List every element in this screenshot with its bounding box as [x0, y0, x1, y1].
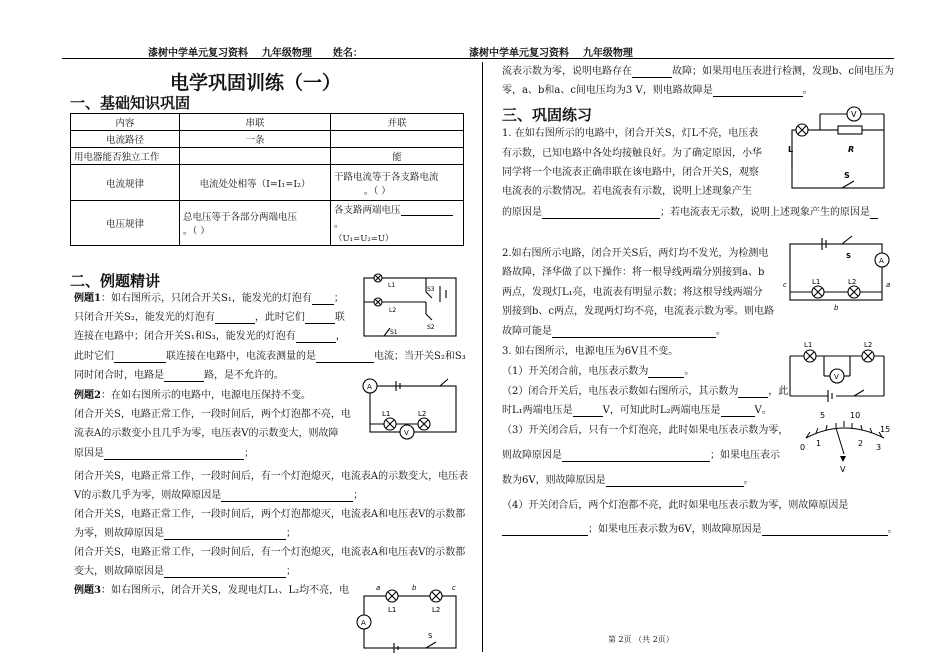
cell-line: 总电压等于各部分两端电压: [183, 212, 298, 223]
table-cell: 能: [331, 148, 464, 165]
ex3-line-1: [74, 585, 349, 597]
answer-blank[interactable]: [870, 207, 878, 219]
circuit-diagram-ex2: [356, 376, 464, 442]
answer-blank[interactable]: [221, 490, 353, 502]
cell-line: （U₁=U₂=U）: [334, 234, 394, 244]
q3-line-3: [502, 386, 788, 398]
ex2-line-5: 闭合开关S，电路正常工作，一段时间后，有一个灯泡熄灭，电流表A的示数变大，电压表: [74, 471, 469, 482]
text: ：在如右图所示的电路中，电源电压保持不变。: [100, 390, 311, 401]
answer-blank[interactable]: [632, 66, 672, 78]
ammeter-icon: A: [361, 619, 366, 627]
header-left: 漆树中学单元复习资料 九年级物理 姓名：: [148, 48, 363, 59]
q1-line-4: 电流表的示数情况。若电流表有示数，说明上述现象产生: [502, 186, 752, 197]
text: （2）闭合开关后，电压表示数如右图所示，其示数为: [502, 386, 739, 397]
ex2-line-4: 原因是 ；: [74, 448, 254, 459]
voltmeter-icon: V: [404, 429, 409, 437]
ex2-line-7: 闭合开关S，电路正常工作，一段时间后，两个灯泡都熄灭，电流表A和电压表V的示数都: [74, 509, 466, 520]
circuit-diagram-ex3: [352, 580, 464, 654]
label-S2: S2: [427, 324, 435, 331]
table-cell: 电流处处相等（I=I₁=I₂）: [180, 165, 331, 201]
ammeter-icon: A: [879, 257, 884, 265]
cell-line: 各支路两端电压: [334, 205, 401, 216]
circuit-diagram-q1: [782, 104, 894, 196]
label-b: b: [412, 584, 417, 592]
answer-blank[interactable]: [164, 370, 204, 382]
q3-line-7: [502, 475, 754, 487]
label-S1: S1: [390, 329, 398, 336]
ex2-line-8: 为零，则故障原因是 ；: [74, 528, 296, 539]
text: 则故障原因是: [502, 450, 562, 461]
answer-blank[interactable]: [713, 85, 803, 97]
text: 为零，则故障原因是: [74, 528, 164, 539]
section-heading-3: 三、巩固练习: [502, 106, 593, 124]
label-a: a: [886, 281, 891, 289]
example-label: 例题2: [74, 390, 101, 401]
label-L2: L2: [848, 278, 857, 286]
label-L1: L1: [804, 341, 813, 349]
circuit-diagram-q3: [784, 336, 894, 402]
q2-line-1: 2.如右图所示电路，闭合开关S后，两灯均不发光，为检测电: [502, 248, 769, 259]
label-S: S: [428, 632, 433, 640]
ex2-line-2: 闭合开关S，电路正常工作，一段时间后，两个灯泡都不亮，电: [74, 409, 351, 420]
answer-blank[interactable]: [164, 566, 286, 578]
q1-line-5: [502, 207, 878, 219]
label-L1: L1: [388, 282, 396, 289]
answer-blank[interactable]: [296, 331, 336, 343]
circuit-diagram-ex1: [356, 272, 464, 344]
text: 。: [743, 475, 754, 486]
section-heading-1: 一、基础知识巩固: [70, 94, 191, 112]
tick-label: 15: [880, 425, 891, 434]
text: 联: [334, 312, 345, 323]
text: 时L₁两端电压是: [502, 405, 573, 416]
q3-line-1: 3. 如右图所示，电源电压为6V且不变。: [502, 346, 679, 357]
text: V，可知此时L₂两端电压是: [602, 405, 721, 416]
answer-blank[interactable]: [114, 351, 166, 363]
text: ；如果电压表示: [710, 450, 780, 461]
header-right: 漆树中学单元复习资料 九年级物理: [469, 48, 633, 59]
answer-blank[interactable]: [552, 326, 716, 338]
text: 联连接在电路中，电流表测量的是: [166, 351, 316, 362]
example-label: 例题1: [74, 293, 101, 304]
text: ：如右图所示，只闭合开关S₁，能发光的灯泡有: [100, 293, 312, 304]
tick-label: 10: [850, 411, 861, 420]
answer-blank[interactable]: [312, 293, 334, 305]
text: ：如右图所示，闭合开关S，发现电灯L₁、L₂均不亮，电: [100, 585, 350, 596]
text: ；若电流表无示数，说明上述现象产生的原因是: [660, 207, 870, 218]
text: 。: [716, 326, 726, 337]
text: 只闭合开关S₂，能发光的灯泡有: [74, 312, 215, 323]
ex2-line-3: 流表A的示数变小且几乎为零，电压表V的示数变大，则故障: [74, 428, 339, 439]
text: 。: [887, 524, 898, 535]
text: ，此时它们: [254, 312, 305, 323]
answer-blank[interactable]: [573, 405, 603, 417]
answer-blank[interactable]: [401, 204, 453, 216]
answer-blank[interactable]: [502, 524, 588, 536]
header-rule: [62, 58, 894, 59]
table-cell: 用电器能否独立工作: [71, 148, 180, 165]
table-cell: 一条: [180, 131, 331, 148]
label-L: L: [788, 145, 794, 154]
punct: 。: [334, 219, 344, 230]
tick-label: 5: [820, 411, 826, 420]
tick-label: 2: [858, 439, 864, 448]
circuit-diagram-q2: [782, 230, 894, 316]
table-cell: [331, 131, 464, 148]
q3-line-8: （4）开关闭合后，两个灯泡都不亮，此时如果电压表示数为零，则故障原因是: [502, 500, 849, 511]
label-R: R: [848, 145, 855, 154]
ex1-line-2: [74, 312, 345, 324]
ex2-line-6: V的示数几乎为零，则故障原因是 ；: [74, 490, 364, 501]
table-header: 串联: [180, 114, 331, 131]
cell-line: 干路电流等于各支路电流: [334, 171, 439, 183]
answer-blank[interactable]: [164, 528, 286, 540]
text: 。: [684, 366, 695, 377]
table-header: 内容: [71, 114, 180, 131]
label-L2: L2: [432, 606, 441, 614]
answer-blank[interactable]: [305, 312, 335, 324]
answer-blank[interactable]: [762, 524, 888, 536]
label-L1: L1: [812, 278, 821, 286]
ammeter-icon: A: [367, 383, 372, 391]
answer-blank[interactable]: [721, 405, 755, 417]
ex1-line-4: [74, 351, 466, 363]
answer-blank[interactable]: [104, 448, 244, 460]
label-S: S: [846, 252, 852, 260]
text: 数为6V，则故障原因是: [502, 475, 606, 486]
table-cell: 电流规律: [71, 165, 180, 201]
label-S: S: [844, 171, 850, 180]
text: 的原因是: [502, 207, 542, 218]
text: 电流；当开关S₂和S₃: [374, 351, 466, 362]
text: 路，是不允许的。: [204, 370, 284, 381]
ex1-line-3: [74, 331, 346, 343]
text: 故障可能是: [502, 326, 552, 337]
cell-line: 。（ ）: [183, 226, 210, 237]
table-header: 并联: [331, 114, 464, 131]
label-L1: L1: [388, 606, 397, 614]
tick-label: 1: [816, 439, 822, 448]
table-cell: [180, 201, 331, 246]
text: ；如果电压表示数为6V，则故障原因是: [588, 524, 762, 535]
label-L2: L2: [389, 307, 397, 314]
page-footer: 第 2页 （共 2页）: [608, 635, 674, 644]
ex2-line-1: [74, 390, 311, 402]
text: 此时它们: [74, 351, 114, 362]
q2-line-4: 别接到b、c两点，发现两灯均不亮，电流表示数为零。则电路: [502, 306, 775, 317]
ex2-line-9: 闭合开关S，电路正常工作，一段时间后，有一个灯泡熄灭，电流表A和电压表V的示数都: [74, 547, 466, 558]
answer-blank[interactable]: [542, 207, 660, 219]
q2-line-3: 两点，发现灯L₁亮，电流表有明显示数；将这根导线两端分: [502, 287, 763, 298]
label-S3: S3: [427, 286, 435, 293]
label-a: a: [376, 584, 381, 592]
text: 原因是: [74, 448, 104, 459]
text: 变大，则故障原因是: [74, 566, 164, 577]
q2-line-2: 路故障，泽华做了以下操作：将一根导线两端分别接到a、b: [502, 267, 765, 278]
label-L2: L2: [864, 341, 873, 349]
table-cell: [331, 165, 464, 201]
ex2-line-10: 变大，则故障原因是 ；: [74, 566, 296, 577]
answer-blank[interactable]: [562, 450, 710, 462]
page-title: 电学巩固训练（一）: [170, 72, 342, 94]
example-label: 例题3: [74, 585, 101, 596]
answer-blank[interactable]: [738, 386, 768, 398]
q3-line-9: [502, 524, 898, 536]
ex1-line-1: 例题1：如右图所示，只闭合开关S₁，能发光的灯泡有 ；: [74, 293, 344, 304]
label-L1: L1: [382, 410, 391, 418]
voltmeter-icon: V: [834, 373, 839, 381]
text: 。: [802, 85, 813, 96]
table-cell: [180, 148, 331, 165]
tick-label: 0: [800, 443, 806, 452]
text: 零，a、b和a、c间电压均为3 V，则电路故障是: [502, 85, 713, 96]
q3-line-2: [502, 366, 694, 378]
text: 流表示数为零，说明电路存在: [502, 66, 632, 77]
label-L2: L2: [418, 410, 427, 418]
label-b: b: [834, 304, 839, 312]
section-heading-2: 二、例题精讲: [70, 272, 161, 290]
text: （1）开关闭合前，电压表示数为: [502, 366, 649, 377]
text: 故障；如果用电压表进行检测，发现b、c间电压为: [672, 66, 895, 77]
answer-blank[interactable]: [648, 366, 684, 378]
voltmeter-icon: V: [851, 110, 857, 119]
knowledge-table: [70, 113, 464, 246]
q1-line-3: 同学将一个电流表正确串联在该电路中，闭合开关S，观察: [502, 167, 759, 178]
voltmeter-dial: [796, 404, 894, 474]
table-cell: 电压规律: [71, 201, 180, 246]
ex1-line-5: [74, 370, 284, 382]
text: V的示数几乎为零，则故障原因是: [74, 490, 222, 501]
tick-label: 3: [876, 443, 882, 452]
text: ，: [335, 331, 346, 342]
ex3-line-2: [502, 66, 894, 78]
q2-line-5: [502, 326, 726, 338]
column-divider: [482, 62, 483, 652]
q3-line-4: [502, 405, 772, 417]
q3-line-6: [502, 450, 780, 462]
label-c: c: [452, 584, 456, 592]
ex3-line-3: [502, 85, 813, 97]
label-V: V: [840, 465, 846, 474]
text: 连接在电路中；闭合开关S₁和S₃，能发光的灯泡有: [74, 331, 296, 342]
table-cell: [331, 201, 464, 246]
label-c: c: [783, 281, 787, 289]
q1-line-2: 有示数，已知电路中各处均接触良好。为了确定原因，小华: [502, 148, 762, 159]
text: ，此: [768, 386, 789, 397]
answer-blank[interactable]: [215, 312, 255, 324]
q1-line-1: 1. 在如右图所示的电路中，闭合开关S，灯L不亮，电压表: [502, 128, 759, 139]
cell-line: 。（ ）: [364, 185, 391, 197]
q3-line-5: （3）开关闭合后，只有一个灯泡亮，此时如果电压表示数为零，: [502, 425, 789, 436]
answer-blank[interactable]: [316, 351, 374, 363]
table-cell: 电流路径: [71, 131, 180, 148]
text: 同时闭合时，电路是: [74, 370, 164, 381]
text: V。: [754, 405, 772, 416]
answer-blank[interactable]: [606, 475, 744, 487]
